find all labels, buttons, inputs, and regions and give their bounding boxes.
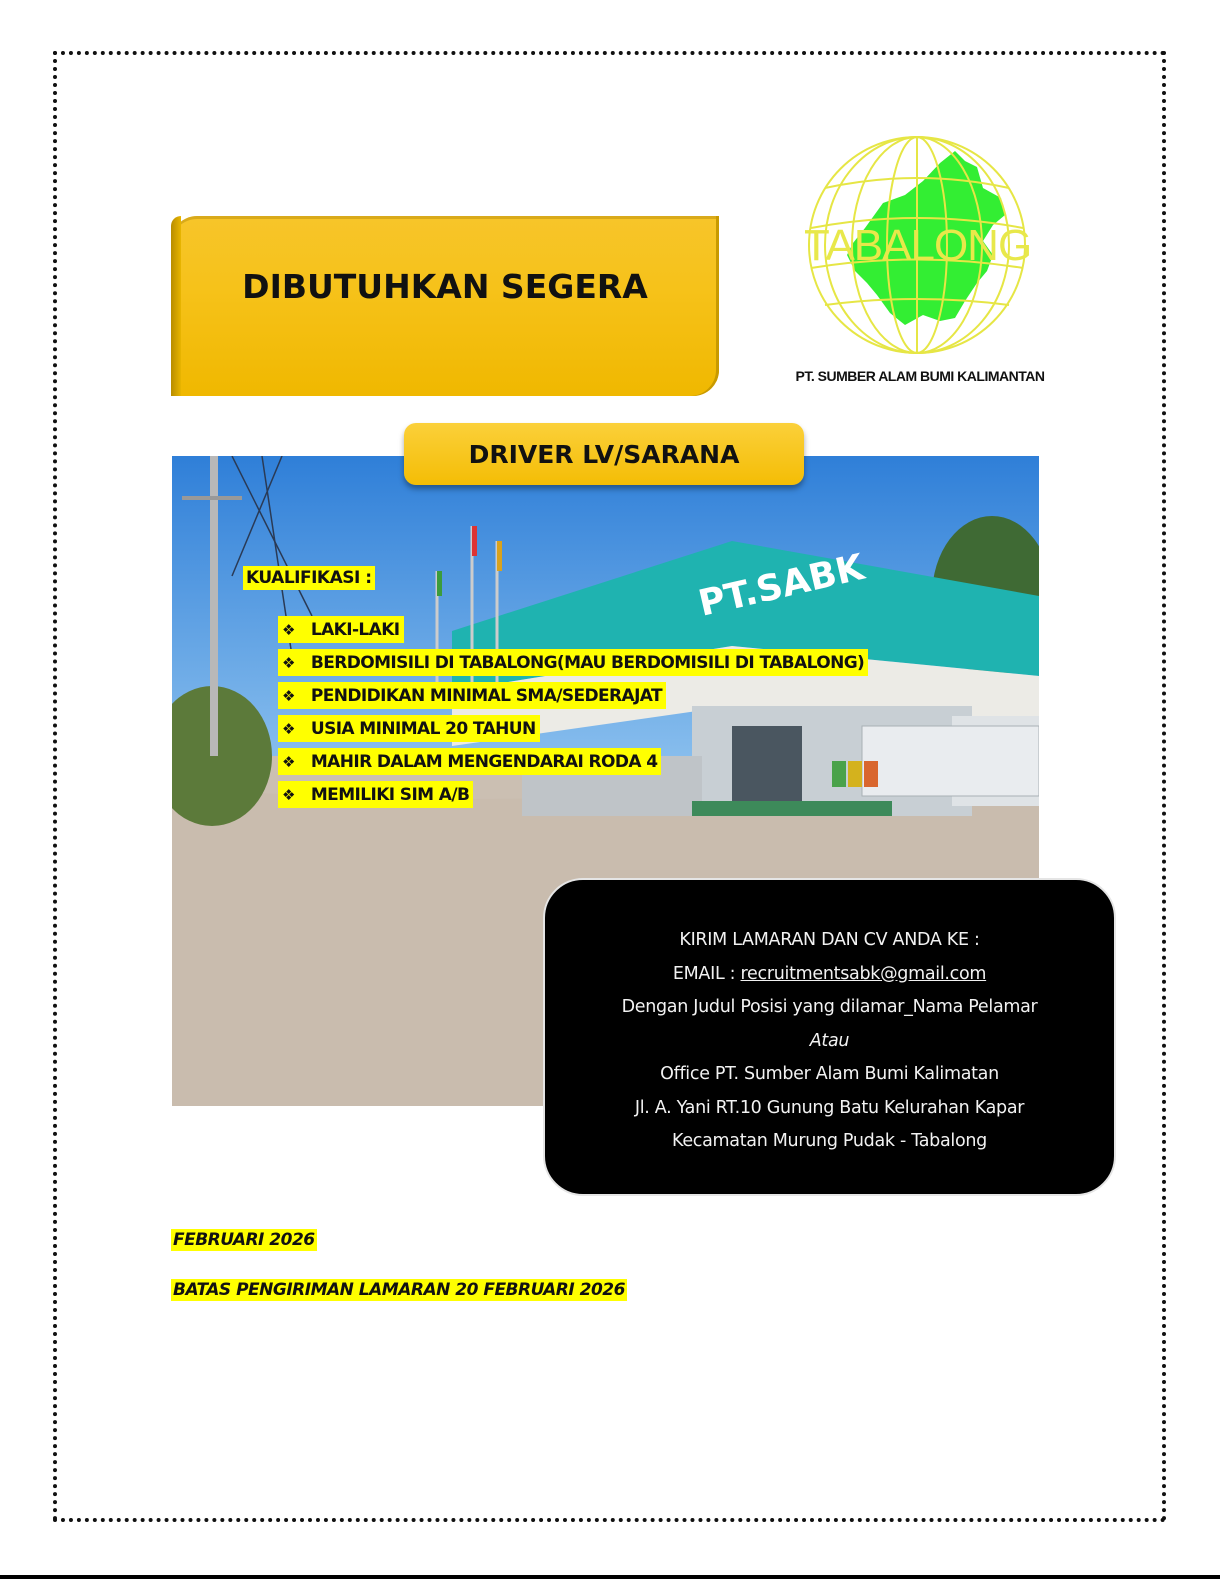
diamond-bullet-icon: ❖ — [282, 620, 295, 639]
diamond-bullet-icon: ❖ — [282, 785, 295, 804]
application-deadline: BATAS PENGIRIMAN LAMARAN 20 FEBRUARI 2026 — [173, 1280, 625, 1300]
position-title-pill — [404, 423, 804, 485]
globe-map-icon — [805, 133, 1030, 358]
position-title: DRIVER LV/SARANA — [468, 439, 740, 469]
qualification-item: ❖ MAHIR DALAM MENGENDARAI RODA 4 — [278, 748, 868, 775]
diamond-bullet-icon: ❖ — [282, 719, 295, 738]
qualification-item: ❖ USIA MINIMAL 20 TAHUN — [278, 715, 868, 742]
headline-banner — [171, 216, 719, 396]
svg-text:TABALONG: TABALONG — [805, 221, 1030, 270]
diamond-bullet-icon: ❖ — [282, 653, 295, 672]
posting-month: FEBRUARI 2026 — [173, 1230, 315, 1250]
diamond-bullet-icon: ❖ — [282, 686, 295, 705]
qualification-item: ❖ PENDIDIKAN MINIMAL SMA/SEDERAJAT — [278, 682, 868, 709]
tabalong-logo — [805, 133, 1030, 358]
diamond-bullet-icon: ❖ — [282, 752, 295, 771]
subject-format: Dengan Judul Posisi yang dilamar_Nama Pelamar — [621, 997, 1038, 1017]
address-line-2: Kecamatan Murung Pudak - Tabalong — [672, 1131, 987, 1151]
qualification-item: ❖ BERDOMISILI DI TABALONG(MAU BERDOMISILI DI TABALONG) — [278, 649, 868, 676]
svg-text:PT.SABK: PT.SABK — [694, 546, 868, 625]
bottom-edge-bar — [0, 1575, 1220, 1579]
headline-title: DIBUTUHKAN SEGERA — [242, 266, 648, 306]
contact-info-box — [543, 878, 1116, 1196]
qualification-item: ❖ MEMILIKI SIM A/B — [278, 781, 868, 808]
email-link[interactable]: recruitmentsabk@gmail.com — [740, 963, 987, 984]
qualifications-heading: KUALIFIKASI : — [243, 566, 375, 590]
company-name-caption: PT. SUMBER ALAM BUMI KALIMANTAN — [795, 368, 1045, 384]
office-name: Office PT. Sumber Alam Bumi Kalimatan — [660, 1064, 999, 1084]
contact-email-line: EMAIL : recruitmentsabk@gmail.com — [672, 963, 987, 984]
qualifications-list — [278, 616, 868, 814]
address-line-1: Jl. A. Yani RT.10 Gunung Batu Kelurahan Kapar — [634, 1097, 1025, 1118]
qualification-item: ❖ LAKI-LAKI — [278, 616, 868, 643]
or-separator: Atau — [809, 1030, 850, 1051]
contact-instruction: KIRIM LAMARAN DAN CV ANDA KE : — [679, 930, 980, 950]
